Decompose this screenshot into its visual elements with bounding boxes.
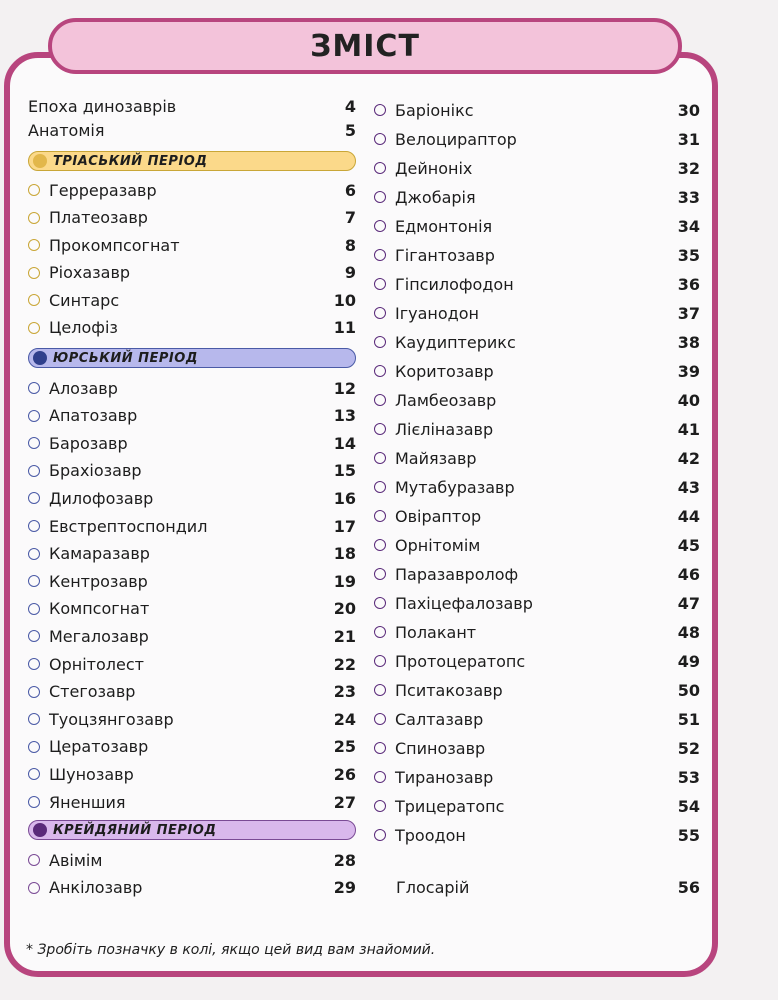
entry-page-number: 42 [677,448,700,468]
entry-label: Гігантозавр [395,245,495,265]
checkbox-circle-icon[interactable] [28,796,40,808]
checkbox-circle-icon[interactable] [374,278,386,290]
entry-label: Цератозавр [49,737,149,757]
toc-entry[interactable] [28,178,356,202]
toc-entry[interactable] [28,288,356,312]
entry-page-number: 44 [677,506,700,526]
entry-label: Протоцератопс [395,651,526,671]
checkbox-circle-icon[interactable] [28,184,40,196]
period-heading: КРЕЙДЯНИЙ ПЕРІОД [53,822,217,838]
entry-page-number: 29 [333,878,356,897]
entry-label: Ламбеозавр [395,390,497,410]
entry-page-number: 48 [677,622,700,642]
checkbox-circle-icon[interactable] [28,548,40,560]
toc-entry[interactable] [28,404,356,428]
checkbox-circle-icon[interactable] [28,437,40,449]
entry-page-number: 19 [333,571,356,591]
checkbox-circle-icon[interactable] [28,630,40,642]
toc-entry[interactable] [28,624,356,648]
entry-label: Баріонікс [395,100,474,120]
entry-label: Авімім [49,850,103,870]
dinosaur-icon [33,154,47,168]
entry-page-number: 43 [677,477,700,497]
entry-page-number: 47 [677,593,700,613]
entry-label: Дилофозавр [49,488,154,508]
checkbox-circle-icon[interactable] [28,465,40,477]
entry-label: Орнітомім [395,535,481,555]
toc-entry[interactable] [28,118,356,142]
entry-label: Барозавр [49,433,128,453]
checkbox-circle-icon[interactable] [28,741,40,753]
entry-label: Гіпсилофодон [395,274,514,294]
toc-entry[interactable] [28,233,356,257]
entry-label: Каудиптерикс [395,332,516,352]
entry-label: Туоцзянгозавр [49,709,174,729]
entry-label: Спинозавр [395,738,486,758]
checkbox-circle-icon[interactable] [28,322,40,334]
entry-page-number: 5 [344,120,356,140]
toc-entry[interactable] [374,649,700,673]
entry-page-number: 14 [333,433,356,453]
entry-label: Камаразавр [49,544,150,564]
entry-label: Дейноніх [395,158,473,178]
entry-label: Брахіозавр [49,461,142,481]
entry-page-number: 27 [333,792,356,812]
entry-page-number: 15 [333,461,356,481]
entry-label: Лієліназавр [395,419,494,439]
checkbox-circle-icon[interactable] [374,510,386,522]
entry-label: Прокомпсогнат [49,235,180,255]
toc-entry[interactable] [374,707,700,731]
entry-page-number: 37 [677,303,700,323]
toc-entry[interactable] [374,359,700,383]
entry-label: Ігуанодон [395,303,479,323]
entry-page-number: 34 [677,216,700,236]
checkbox-circle-icon[interactable] [374,568,386,580]
toc-entry[interactable] [374,243,700,267]
entry-label: Майязавр [395,448,477,468]
toc-entry[interactable] [28,597,356,621]
checkbox-circle-icon[interactable] [374,307,386,319]
entry-page-number: 7 [344,208,356,227]
entry-page-number: 51 [677,709,700,729]
checkbox-circle-icon[interactable] [374,539,386,551]
checkbox-circle-icon[interactable] [28,603,40,615]
toc-entry[interactable] [374,678,700,702]
entry-label: Евстрептоспондил [49,516,208,536]
toc-entry[interactable] [28,376,356,400]
toc-entry[interactable] [28,652,356,676]
entry-label: Трицератопс [395,796,505,816]
checkbox-circle-icon[interactable] [374,249,386,261]
checkbox-circle-icon[interactable] [28,658,40,670]
entry-page-number: 46 [677,564,700,584]
checkbox-circle-icon[interactable] [28,267,40,279]
entry-label: Пситакозавр [395,680,503,700]
dinosaur-icon [33,351,47,365]
checkbox-circle-icon[interactable] [374,336,386,348]
toc-entry[interactable] [374,533,700,557]
checkbox-circle-icon[interactable] [28,492,40,504]
entry-page-number: 36 [677,274,700,294]
checkbox-circle-icon[interactable] [28,768,40,780]
checkbox-circle-icon[interactable] [374,452,386,464]
checkbox-circle-icon[interactable] [374,220,386,232]
entry-page-number: 30 [677,100,700,120]
entry-label: Орнітолест [49,654,144,674]
entry-page-number: 13 [333,406,356,426]
checkbox-circle-icon[interactable] [374,365,386,377]
entry-page-number: 22 [333,654,356,674]
entry-label: Мутабуразавр [395,477,515,497]
checkbox-circle-icon[interactable] [374,162,386,174]
entry-page-number: 54 [677,796,700,816]
entry-label: Джобарія [395,187,476,207]
checkbox-circle-icon[interactable] [28,882,40,894]
toc-entry[interactable] [28,431,356,455]
entry-page-number: 21 [333,626,356,646]
entry-page-number: 23 [333,682,356,702]
entry-label: Целофіз [49,318,118,337]
toc-entry[interactable] [28,876,356,900]
entry-page-number: 40 [677,390,700,410]
toc-entry[interactable] [374,127,700,151]
entry-label: Коритозавр [395,361,494,381]
entry-label: Кентрозавр [49,571,148,591]
footnote: * Зробіть позначку в колі, якщо цей вид вам знайомий. [26,942,436,958]
toc-entry[interactable] [28,680,356,704]
toc-entry[interactable] [28,206,356,230]
entry-page-number: 32 [677,158,700,178]
checkbox-circle-icon[interactable] [374,481,386,493]
checkbox-circle-icon[interactable] [374,771,386,783]
entry-label: Тиранозавр [395,767,494,787]
entry-label: Пахіцефалозавр [395,593,533,613]
entry-page-number: 39 [677,361,700,381]
checkbox-circle-icon[interactable] [28,382,40,394]
entry-page-number: 35 [677,245,700,265]
checkbox-circle-icon[interactable] [28,854,40,866]
entry-label: Синтарс [49,290,120,310]
entry-label: Едмонтонія [395,216,493,236]
checkbox-circle-icon[interactable] [28,713,40,725]
toc-entry[interactable] [374,620,700,644]
entry-label: Яненшия [49,792,126,812]
entry-label: Шунозавр [49,764,134,784]
checkbox-circle-icon[interactable] [28,686,40,698]
checkbox-circle-icon[interactable] [28,212,40,224]
entry-page-number: 45 [677,535,700,555]
checkbox-circle-icon[interactable] [28,520,40,532]
checkbox-circle-icon[interactable] [374,104,386,116]
page-title: ЗМІСТ [310,28,420,64]
period-heading: ТРІАСЬКИЙ ПЕРІОД [53,153,208,169]
entry-page-number: 24 [333,709,356,729]
checkbox-circle-icon[interactable] [374,655,386,667]
toc-entry[interactable] [374,823,700,847]
toc-entry[interactable] [374,98,700,122]
checkbox-circle-icon[interactable] [374,742,386,754]
toc-entry[interactable] [28,735,356,759]
entry-page-number: 8 [344,235,356,255]
title-banner [48,18,682,74]
toc-entry[interactable] [374,446,700,470]
entry-page-number: 4 [344,96,356,116]
checkbox-circle-icon[interactable] [374,191,386,203]
checkbox-circle-icon[interactable] [374,829,386,841]
jurassic-period-banner [28,348,356,368]
toc-entry[interactable] [374,591,700,615]
entry-page-number: 55 [677,825,700,845]
entry-page-number: 18 [333,544,356,564]
entry-page-number: 17 [333,516,356,536]
entry-label: Геррерaзавр [49,180,157,200]
entry-label: Полакант [395,622,477,642]
toc-entry[interactable] [374,330,700,354]
triassic-period-banner [28,151,356,171]
toc-entry[interactable] [28,707,356,731]
toc-entry[interactable] [374,417,700,441]
entry-page-number: 25 [333,737,356,757]
entry-label: Ріохазавр [49,263,131,282]
period-heading: ЮРСЬКИЙ ПЕРІОД [53,350,198,366]
toc-entry[interactable] [28,569,356,593]
entry-page-number: 11 [333,318,356,337]
toc-entry[interactable] [374,736,700,760]
toc-entry[interactable] [374,214,700,238]
toc-entry[interactable] [28,261,356,285]
toc-entry[interactable] [374,388,700,412]
toc-entry[interactable] [28,459,356,483]
entry-label: Троодон [395,825,466,845]
cretaceous-period-banner [28,820,356,840]
entry-page-number: 41 [677,419,700,439]
checkbox-circle-icon[interactable] [374,423,386,435]
entry-label: Платеозавр [49,208,148,227]
toc-entry[interactable] [28,848,356,872]
entry-label: Салтазавр [395,709,484,729]
checkbox-circle-icon[interactable] [28,410,40,422]
toc-entry[interactable] [374,156,700,180]
toc-entry[interactable] [374,562,700,586]
entry-page-number: 20 [333,599,356,619]
dinosaur-icon [33,823,47,837]
toc-entry[interactable] [374,504,700,528]
entry-label: Стегозавр [49,682,136,702]
toc-entry[interactable] [28,486,356,510]
toc-entry[interactable] [28,542,356,566]
entry-page-number: 56 [677,877,700,897]
entry-page-number: 16 [333,488,356,508]
checkbox-circle-icon[interactable] [374,800,386,812]
toc-entry[interactable] [28,316,356,340]
entry-label: Апатозавр [49,406,138,426]
entry-label: Велоцираптор [395,129,517,149]
entry-page-number: 9 [344,263,356,282]
entry-label: Анкілозавр [49,878,143,897]
entry-label: Епоха динозаврів [28,96,177,116]
checkbox-circle-icon[interactable] [28,294,40,306]
toc-entry[interactable] [374,475,700,499]
checkbox-circle-icon[interactable] [374,597,386,609]
toc-entry[interactable] [374,794,700,818]
toc-entry[interactable] [374,185,700,209]
entry-page-number: 10 [333,290,356,310]
toc-entry[interactable] [396,875,700,899]
checkbox-circle-icon[interactable] [374,394,386,406]
entry-label: Алозавр [49,378,118,398]
entry-label: Глосарій [396,877,470,897]
toc-entry[interactable] [374,301,700,325]
entry-page-number: 12 [333,378,356,398]
entry-page-number: 50 [677,680,700,700]
toc-entry[interactable] [28,94,356,118]
checkbox-circle-icon[interactable] [374,133,386,145]
toc-entry[interactable] [28,762,356,786]
entry-page-number: 52 [677,738,700,758]
entry-page-number: 26 [333,764,356,784]
entry-page-number: 38 [677,332,700,352]
entry-label: Компсогнат [49,599,150,619]
checkbox-circle-icon[interactable] [374,713,386,725]
entry-label: Паразавролоф [395,564,519,584]
toc-entry[interactable] [374,272,700,296]
toc-entry[interactable] [28,514,356,538]
toc-entry[interactable] [28,790,356,814]
entry-label: Мегалозавр [49,626,149,646]
checkbox-circle-icon[interactable] [28,239,40,251]
entry-page-number: 33 [677,187,700,207]
entry-page-number: 49 [677,651,700,671]
entry-page-number: 53 [677,767,700,787]
checkbox-circle-icon[interactable] [374,626,386,638]
entry-page-number: 31 [677,129,700,149]
checkbox-circle-icon[interactable] [28,575,40,587]
entry-label: Анатомія [28,120,105,140]
checkbox-circle-icon[interactable] [374,684,386,696]
entry-label: Овіраптор [395,506,482,526]
toc-entry[interactable] [374,765,700,789]
entry-page-number: 6 [344,180,356,200]
entry-page-number: 28 [333,850,356,870]
